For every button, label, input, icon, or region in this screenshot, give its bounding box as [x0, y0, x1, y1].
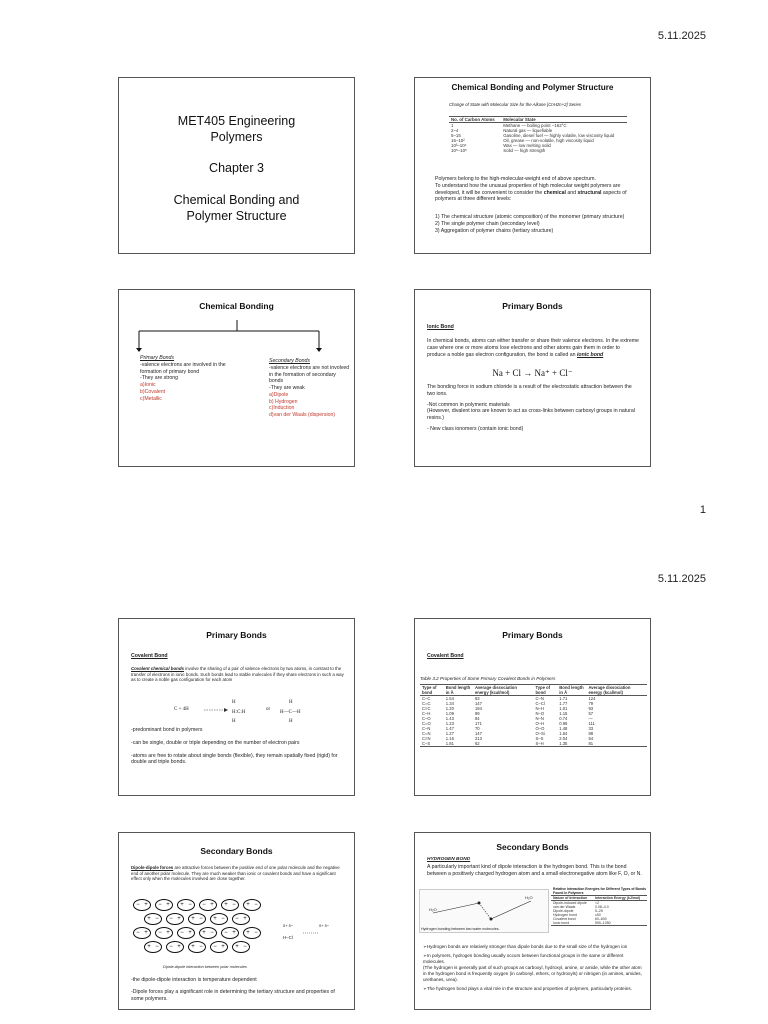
subheading: Covalent Bond — [131, 653, 168, 659]
table-caption: Table 3.2 Properties of Some Primary Covalent Bonds in Polymers — [420, 676, 556, 681]
secondary-bonds-column: Secondary Bonds -valence electrons are not involved in the formation of secondary bonds -They are weak a)Dipole b) Hydrogen c)Induction d)van der Waals (dispersion) — [269, 358, 350, 418]
slide-cbps — [414, 77, 651, 254]
slide-secondary-hbond — [414, 832, 651, 1010]
table-row: C=C 1.34 147 C–Cl 1.77 79 — [422, 701, 594, 706]
tree-right-arrow — [316, 348, 322, 352]
slide-chemical-bonding — [118, 289, 355, 467]
covalent-paragraph: Covalent chemical bonds involve the sharing of a pair of valence electrons by two atoms, in contrast to the transfer of electrons in ionic bonds. Such bonds lead to stable molecules if they share electrons in such a way as to create a noble gas configuration for each atom — [131, 666, 344, 683]
table-row: C≡C 1.20 194 N–H 1.01 93 — [422, 706, 594, 711]
hbond-paragraph: A particularly important kind of dipole interaction is the hydrogen bond. This is the bond between a positively charged hydrogen atom and a small electronegative atom like F, O, or N. — [427, 864, 642, 877]
water-diagram-caption: Hydrogen bonding between two water molecules. — [421, 927, 500, 931]
svg-text:H₂O: H₂O — [429, 907, 437, 912]
slide-heading: Primary Bonds — [502, 301, 563, 311]
chapter-label: Chapter 3 — [209, 161, 264, 175]
hcl-label: H–Cl — [283, 935, 293, 940]
table-row: van der Waals 0.08–4.0 — [553, 905, 609, 909]
subheading: Ionic Bond — [427, 324, 454, 330]
ionic-equation: Na + Cl → Na⁺ + Cl⁻ — [492, 368, 573, 378]
ion-grid-caption: Dipole-dipole interaction between polar molecules — [163, 965, 247, 969]
bond-properties-table: Type of bond Bond length in Å Average dissociation energy (kcal/mol) Type of bond Bond length in Å Average dissociation energy (kcal/mol) C–C 1.54 83 C–N 1.71 124 C=C 1.34 147 C–Cl 1.77 79 C≡C 1.20 194 N–H 1.01 93 C–H 1.09 99 N–O 1.15 57 C–O 1.43 84 N–N 0.74 — C=O 1.23 171 O–H 0.96 111 C–N 1.47 70 O–O 1.48 33 C=N 1.27 147 O–Si 1.64 88 C≡N 1.16 213 S–S 2.04 54 C–S 1.81 62 S–H 1.35 81 — [420, 684, 647, 747]
levels-list: 1) The chemical structure (atomic composition) of the monomer (primary structure) 2) The single polymer chain (secondary level) 3) Aggregation of polymer chains (tertiary structure) — [435, 214, 625, 234]
ionic-notes: The bonding force in sodium chloride is a result of the electrostatic attraction between the two ions. -Not common in polymeric materials (However, divalent ions are known to act as cross-links between carboxyl groups in natural resins.) - New class ionomers (contain ionic bond) — [427, 384, 635, 432]
table-row: C–O 1.43 84 N–N 0.74 — — [422, 716, 593, 721]
interaction-table-caption: Relative Interaction Energies for Different Types of Bonds Found in Polymers — [553, 887, 647, 896]
table-row: C–C 1.54 83 C–N 1.71 124 — [422, 696, 596, 701]
equation-reactants: C + 4H — [174, 707, 189, 712]
table-row: C–S 1.81 62 S–H 1.35 81 — [420, 741, 647, 747]
lewis-structures — [174, 696, 314, 724]
svg-text:H—C—H: H—C—H — [280, 710, 301, 715]
table-row: C≡N 1.16 213 S–S 2.04 54 — [422, 736, 594, 741]
page-date: 5.11.2025 — [657, 573, 706, 585]
table-row: Covalent bond 60–600 — [553, 917, 607, 921]
primary-bonds-column: Primary Bonds -valence electrons are involved in the formation of primary bond -They are strong a)Ionic b)Covalent c)Metallic — [140, 355, 226, 402]
dipole-bullets: -the dipole-dipole interaction is temperature dependent -Dipole forces play a significant role in determining the tertiary structure and properties of some polymers. — [131, 977, 335, 1002]
interaction-energy-table: Nature of interaction Interaction Energy (kJ/mol) Dipole-induced dipole <2 van der Waals 0.08–4.0 Dipole-dipole 5–25 Hydrogen bond ≤50 Covalent bond 60–600 Ionic bond 590–1050 — [551, 895, 647, 926]
equation-or: or — [266, 707, 271, 712]
table-row: Hydrogen bond ≤50 — [553, 913, 601, 917]
slide-primary-table — [414, 618, 651, 796]
slide-primary-ionic — [414, 289, 651, 467]
table-row: Dipole-dipole 5–25 — [553, 909, 603, 913]
hbond-bullets: ➢Hydrogen bonds are relatively stronger than dipole bonds due to the small size of the hydrogen ion ➢In polymers, hydrogen bonding usually occurs between functional groups in the same or different molecules. (The hydrogen is generally part of such groups as carboxyl, hydroxyl, amine, or amide, while the other atom in the hydrogen bond is frequently oxygen (in carbonyl, ethers, or hydroxyls) or nitrogen (in amines, amides, urethanes, urea). ➢The hydrogen bond plays a vital role in the structure and properties of polymers, particularly proteins. — [423, 944, 642, 991]
svg-text:H: H — [289, 719, 293, 724]
svg-text:H₂O: H₂O — [525, 895, 533, 900]
slide-heading: Secondary Bonds — [200, 846, 273, 856]
covalent-bullets: -predominant bond in polymers -can be single, double or triple depending on the number of electron pairs -atoms are free to rotate about single bonds (flexible), they remain spatially fixed (rigid) for double and triple bonds. — [131, 727, 338, 766]
slide-title — [118, 77, 355, 254]
table-row: C–H 1.09 99 N–O 1.15 57 — [422, 711, 594, 716]
slide-heading: Secondary Bonds — [496, 842, 569, 852]
slide-heading: Primary Bonds — [206, 630, 267, 640]
dipole-paragraph: Dipole-dipole forces are attractive forces between the positive end of one polar molecule and the negative end of another polar molecule. They are much weaker than ionic or covalent bonds and have a significant effect only when the molecules involved are close together. — [131, 865, 340, 882]
slide-heading: Primary Bonds — [502, 630, 563, 640]
subheading: Covalent Bond — [427, 653, 464, 659]
table-row: Dipole-induced dipole <2 — [553, 901, 600, 905]
svg-text:H:C:H: H:C:H — [232, 710, 246, 715]
subheading: HYDROGEN BOND — [427, 857, 471, 862]
methane-equation — [174, 696, 314, 724]
slide-heading: Chemical Bonding — [199, 301, 274, 311]
svg-text:H: H — [232, 700, 236, 705]
slide-secondary-dipole — [118, 832, 355, 1010]
slide-primary-covalent — [118, 618, 355, 796]
chapter-topic: Chemical Bonding and Polymer Structure — [173, 193, 300, 224]
page-date: 5.11.2025 — [657, 30, 706, 42]
tree-left-arrow — [136, 348, 142, 352]
svg-text:δ+ δ−: δ+ δ− — [319, 923, 330, 928]
svg-text:H: H — [232, 719, 236, 724]
svg-text:H: H — [289, 700, 293, 705]
page-number: 1 — [699, 504, 706, 516]
table-row: C=N 1.27 147 O–Si 1.64 88 — [422, 731, 594, 736]
table-row: C=O 1.23 171 O–H 0.96 111 — [422, 721, 595, 726]
slide-heading: Chemical Bonding and Polymer Structure — [451, 83, 614, 92]
dipole-ion-grid: − + − + + − − + + − + − + − − + + − + − − + − + − + − + + − − + + − + − − + + − − + + − — [133, 899, 265, 963]
course-title: MET405 Engineering Polymers — [177, 114, 296, 145]
ionic-paragraph: In chemical bonds, atoms can either transfer or share their valence electrons. In the extreme case where one or more atoms lose electrons and other atoms gain them in order to produce a noble gas electron configuration, the bond is called an ionic bond — [427, 338, 639, 358]
table-row: Ionic bond 590–1050 — [551, 921, 647, 926]
intro-text: Polymers belong to the high-molecular-weight end of above spectrum. To understand how the unusual properties of high molecular weight polymers are developed, it will be convenient to consider the chemical and structural aspects of polymers at three different levels: — [435, 176, 627, 203]
svg-text:δ+ δ−: δ+ δ− — [283, 923, 294, 928]
table-row: C–N 1.47 70 O–O 1.48 33 — [422, 726, 594, 731]
alkane-table: No. of Carbon Atoms Molecular State 1 Methane — boiling point −162°C 2–4 Natural gas — liquefiable 5–15 Gasoline, diesel fuel — highly volatile, low viscosity liquid 16–10² Oil, grease — non-volatile, high viscosity liquid 10³–10⁴ Wax — low melting solid 10⁵–10⁶ Solid — high strength — [449, 116, 627, 153]
table-caption: Change of State with Molecular Size for the Alkane [CnH2n+2] Series — [449, 102, 582, 107]
